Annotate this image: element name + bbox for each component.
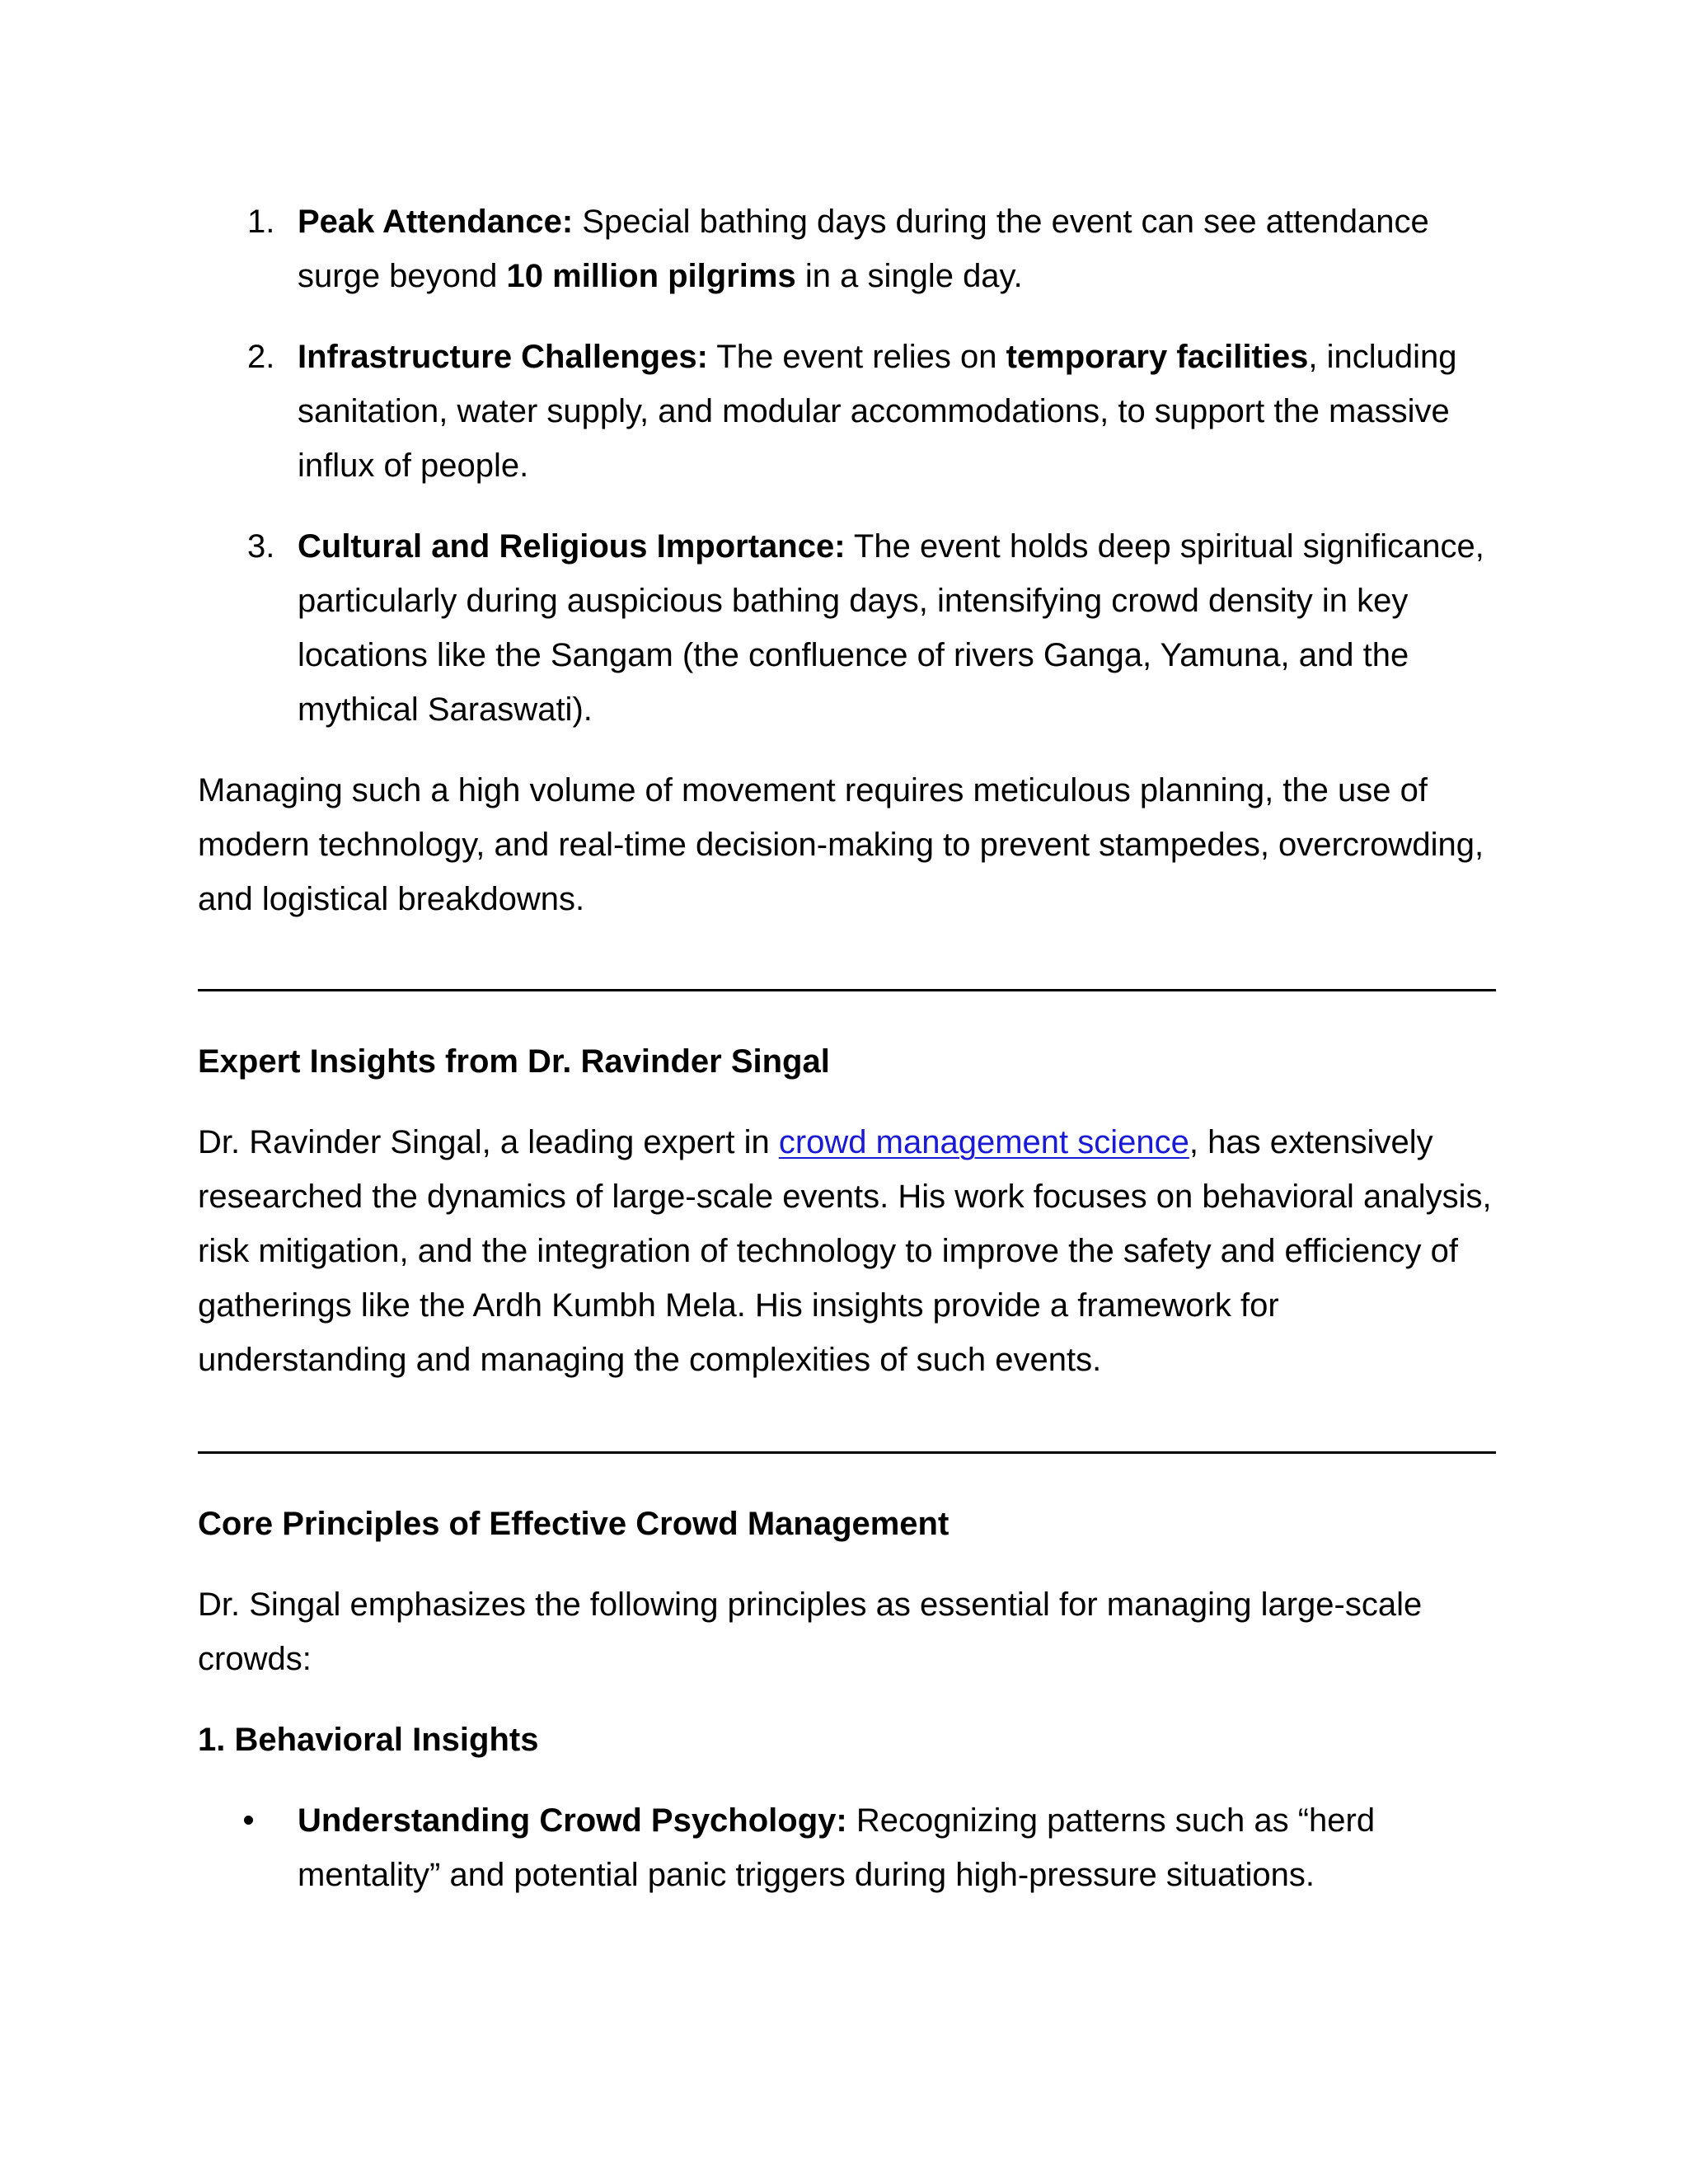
list-item-number: 2. [247, 339, 275, 375]
list-item-title: Cultural and Religious Importance: [298, 528, 846, 565]
core-principles-heading: Core Principles of Effective Crowd Management [198, 1506, 950, 1542]
managing-paragraph: Managing such a high volume of movement requires meticulous planning, the use of modern technology, and real-time decision-making to prevent stampedes, overcrowding, and logistical breakdowns. [198, 772, 1484, 917]
bullet-item-text: Recognizing patterns such as “herd mentality” and potential panic triggers during high-pressure situations. [298, 1802, 1376, 1893]
bullet-item [198, 1793, 1496, 1902]
list-item-text: The event holds deep spiritual significance, particularly during auspicious bathing days, intensifying crowd density in key locations like the Sangam (the confluence of rivers Ganga, Yamuna, and the mythical Saraswati). [298, 528, 1484, 728]
numbered-list [198, 194, 1496, 737]
principles-intro: Dr. Singal emphasizes the following principles as essential for managing large-scale crowds: [198, 1586, 1423, 1677]
horizontal-rule [198, 989, 1496, 991]
list-item-text: The event relies on [707, 339, 1006, 375]
behavioral-insights-subheading: 1. Behavioral Insights [198, 1722, 539, 1758]
bullet-item-title: Understanding Crowd Psychology: [298, 1802, 847, 1839]
expert-text: Dr. Ravinder Singal, a leading expert in [198, 1124, 779, 1160]
list-item-text: , including sanitation, water supply, and modular accommodations, to support the massive influx of people. [298, 339, 1457, 484]
list-item-text: Special bathing days during the event can see attendance surge beyond [298, 204, 1429, 294]
crowd-management-science-link[interactable]: crowd management science [778, 1124, 1189, 1160]
document-content [198, 194, 1496, 1902]
list-item-title: Infrastructure Challenges: [298, 339, 708, 375]
list-item [198, 330, 1496, 493]
list-item-number: 3. [247, 528, 275, 565]
bullet-list [198, 1793, 1496, 1902]
list-item-emphasis: temporary facilities [1006, 339, 1309, 375]
list-item [198, 194, 1496, 303]
expert-insights-heading: Expert Insights from Dr. Ravinder Singal [198, 1043, 830, 1080]
list-item-emphasis: 10 million pilgrims [506, 258, 796, 294]
list-item-title: Peak Attendance: [298, 204, 574, 240]
horizontal-rule [198, 1451, 1496, 1454]
expert-text: , has extensively researched the dynamics of large-scale events. His work focuses on behavioral analysis, risk mitigation, and the integration of technology to improve the safety and efficiency of gatherings like the Ardh Kumbh Mela. His insights provide a framework for understanding and managing the complexities of such events. [198, 1124, 1492, 1378]
expert-paragraph [198, 1115, 1496, 1387]
bullet-icon [244, 1816, 253, 1825]
list-item-number: 1. [247, 204, 275, 240]
list-item [198, 519, 1496, 737]
list-item-text: in a single day. [795, 258, 1023, 294]
